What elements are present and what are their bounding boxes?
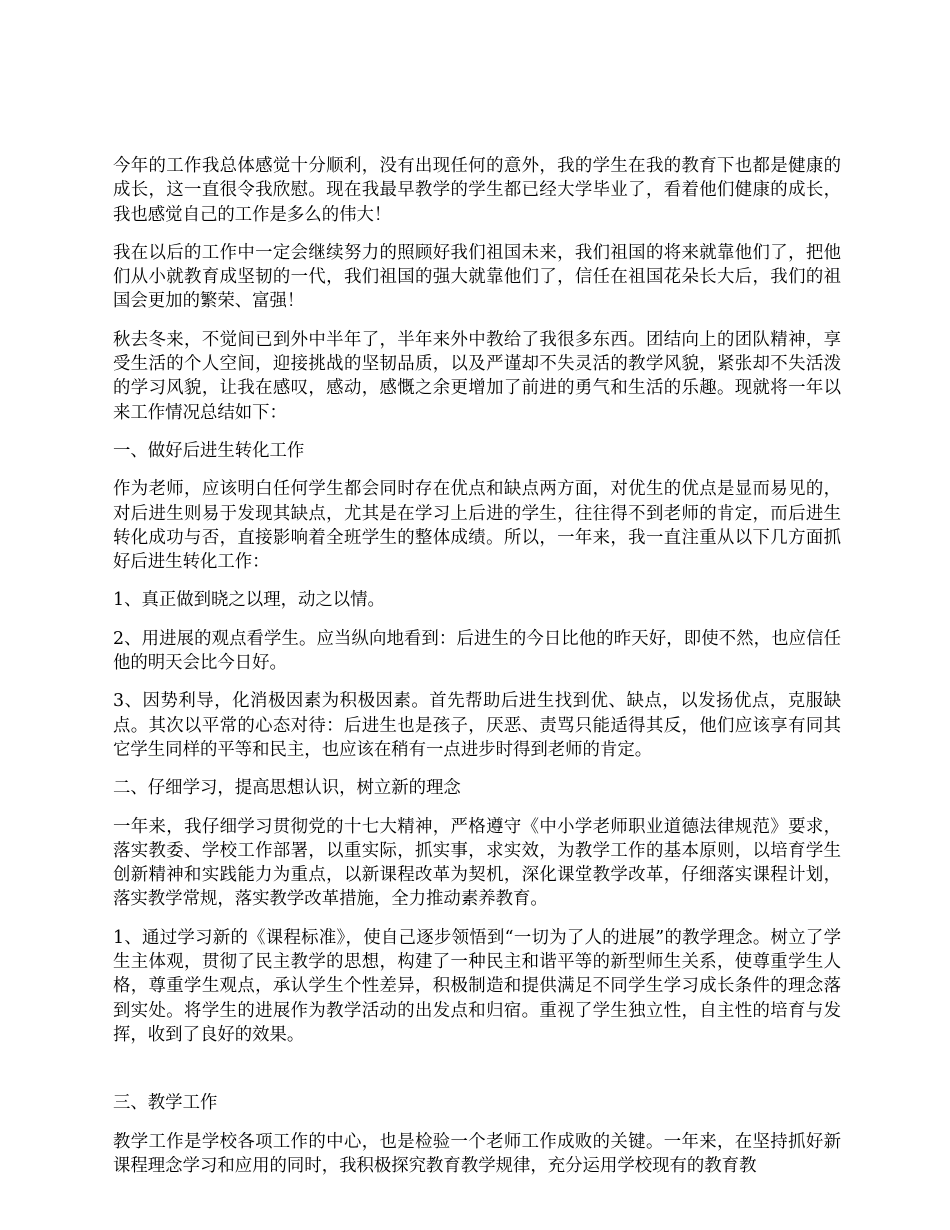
- list-item-section-2-1: 1、通过学习新的《课程标准》，使自己逐步领悟到“一切为了人的进展”的教学理念。树立了学生主体观，贯彻了民主教学的思想，构建了一种民主和谐平等的新型师生关系，使尊重学生人格，尊重学生观点，承认学生个性差异，积极制造和提供满足不同学生学习成长条件的理念落到实处。将学生的进展作为教学活动的出发点和归宿。重视了学生独立性，自主性的培育与发挥，收到了良好的效果。: [113, 927, 841, 1045]
- paragraph-summary-intro: 秋去冬来，不觉间已到外中半年了，半年来外中教给了我很多东西。团结向上的团队精神，享受生活的个人空间，迎接挑战的坚韧品质，以及严谨却不失灵活的教学风貌，紧张却不失活泼的学习风貌，让我在感叹，感动，感慨之余更增加了前进的勇气和生活的乐趣。现就将一年以来工作情况总结如下：: [113, 329, 841, 423]
- section-heading-1: 一、做好后进生转化工作: [113, 440, 305, 461]
- paragraph-section-2: 一年来，我仔细学习贯彻党的十七大精神，严格遵守《中小学老师职业道德法律规范》要求，落实教委、学校工作部署，以重实际，抓实事，求实效，为教学工作的基本原则，以培育学生创新精神和实践能力为重点，以新课程改革为契机，深化课堂教学改革，仔细落实课程计划，落实教学常规，落实教学改革措施，全力推动素养教育。: [113, 816, 841, 910]
- document-body: [113, 154, 841, 1192]
- list-item-3: 3、因势利导，化消极因素为积极因素。首先帮助后进生找到优、缺点，以发扬优点，克服缺点。其次以平常的心态对待：后进生也是孩子，厌恶、责骂只能适得其反，他们应该享有同其它学生同样的平等和民主，也应该在稍有一点进步时得到老师的肯定。: [113, 691, 841, 760]
- section-heading-2: 二、仔细学习，提高思想认识，树立新的理念: [113, 778, 461, 799]
- paragraph-section-1: 作为老师，应该明白任何学生都会同时存在优点和缺点两方面，对优生的优点是显而易见的，对后进生则易于发现其缺点，尤其是在学习上后进的学生，往往得不到老师的肯定，而后进生转化成功与否，直接影响着全班学生的整体成绩。所以，一年来，我一直注重从以下几方面抓好后进生转化工作：: [113, 479, 841, 573]
- paragraph-intro: 今年的工作我总体感觉十分顺利，没有出现任何的意外，我的学生在我的教育下也都是健康的成长，这一直很令我欣慰。现在我最早教学的学生都已经大学毕业了，看着他们健康的成长，我也感觉自己的工作是多么的伟大！: [113, 156, 841, 225]
- list-item-1: 1、真正做到晓之以理，动之以情。: [113, 590, 385, 611]
- paragraph-future: 我在以后的工作中一定会继续努力的照顾好我们祖国未来，我们祖国的将来就靠他们了，把他们从小就教育成坚韧的一代，我们祖国的强大就靠他们了，信任在祖国花朵长大后，我们的祖国会更加的繁荣、富强！: [113, 242, 841, 312]
- section-heading-3: 三、教学工作: [113, 1093, 218, 1114]
- paragraph-section-3: 教学工作是学校各项工作的中心，也是检验一个老师工作成败的关键。一年来，在坚持抓好新课程理念学习和应用的同时，我积极探究教育教学规律，充分运用学校现有的教育教: [113, 1131, 841, 1176]
- list-item-2: 2、用进展的观点看学生。应当纵向地看到：后进生的今日比他的昨天好，即使不然，也应信任他的明天会比今日好。: [113, 628, 841, 674]
